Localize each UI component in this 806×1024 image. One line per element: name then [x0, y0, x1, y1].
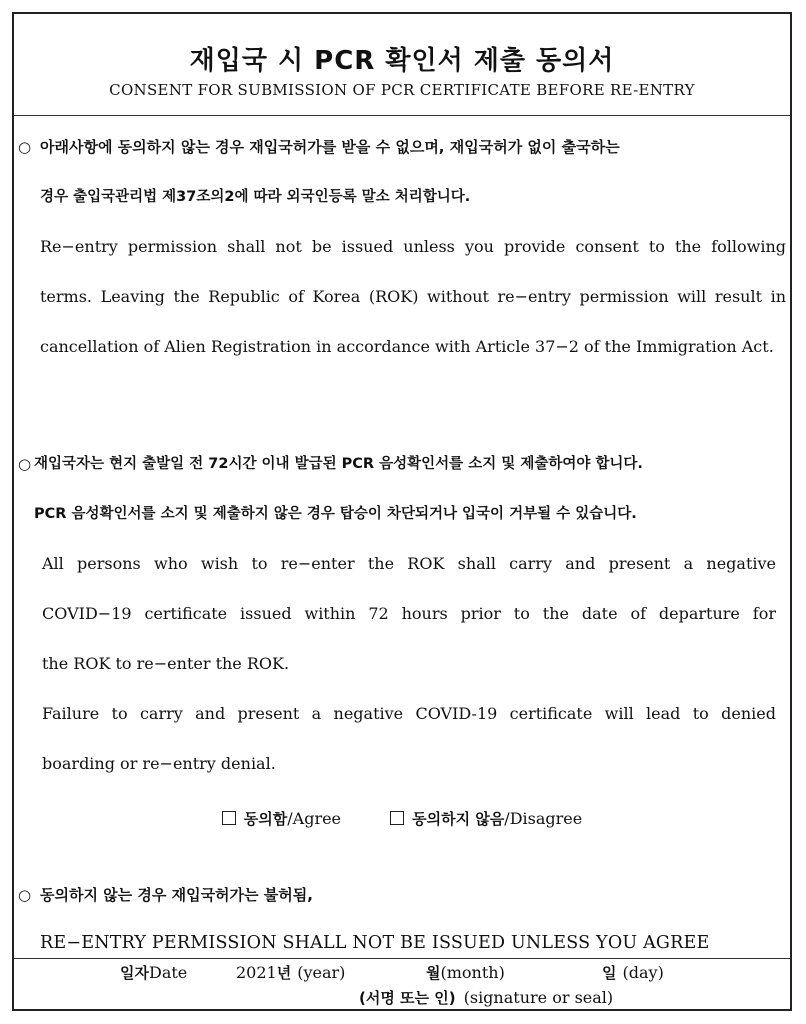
consent-form [12, 12, 792, 1011]
checkbox-icon[interactable] [390, 811, 404, 825]
section1-ko-line2: 경우 출입국관리법 제37조의2에 따라 외국인등록 말소 처리합니다. [40, 189, 471, 205]
section2-en-line1: All persons who wish to re−enter the ROK shall carry and present a negative [42, 554, 776, 573]
date-row [14, 960, 790, 986]
month-label-en: (month) [440, 963, 505, 982]
signature-label [359, 986, 613, 1010]
section-reentry-permission [14, 132, 790, 382]
bullet-circle-icon: ○ [18, 138, 32, 156]
disagree-option[interactable] [390, 804, 582, 834]
form-subtitle: CONSENT FOR SUBMISSION OF PCR CERTIFICATE BEFORE RE-ENTRY [109, 81, 695, 99]
date-label-ko: 일자 [120, 964, 149, 982]
signature-label-en: (signature or seal) [463, 988, 614, 1007]
section-pcr-certificate [14, 449, 790, 799]
year-label-ko: 년 [276, 964, 292, 982]
day-label-ko: 일 [602, 964, 617, 982]
section2-en-line4: Failure to carry and present a negative COVID-19 certificate will lead to denied [42, 704, 776, 723]
disagree-label-en: /Disagree [504, 809, 583, 828]
section-refusal-notice [14, 880, 790, 958]
section1-ko-line1 [14, 132, 790, 182]
date-label-en: Date [148, 963, 188, 982]
month-label-ko: 월 [426, 964, 441, 982]
section1-ko-text1: 아래사항에 동의하지 않는 경우 재입국허가를 받을 수 없으며, 재입국허가 없이 출국하는 [40, 138, 620, 156]
day-field[interactable] [602, 960, 664, 986]
section1-en-line1: Re−entry permission shall not be issued unless you provide consent to the following [40, 237, 786, 256]
section1-en-line3: cancellation of Alien Registration in accordance with Article 37−2 of the Immigration Act. [40, 337, 774, 356]
year-field[interactable] [236, 960, 345, 986]
section3-ko-line [14, 880, 790, 928]
consent-choices [14, 804, 790, 834]
checkbox-icon[interactable] [222, 811, 236, 825]
signature-label-ko: (서명 또는 인) [359, 989, 456, 1007]
date-label [120, 960, 187, 986]
year-label-en: (year) [297, 963, 346, 982]
footer-divider [14, 958, 790, 959]
section2-en-line2: COVID−19 certificate issued within 72 hours prior to the date of departure for [42, 604, 776, 623]
month-field[interactable] [426, 960, 505, 986]
form-title: 재입국 시 PCR 확인서 제출 동의서 [189, 46, 615, 76]
section3-ko-text: 동의하지 않는 경우 재입국허가는 불허됨, [40, 886, 313, 904]
signature-row[interactable] [14, 986, 790, 1010]
section2-en-line5: boarding or re−entry denial. [42, 754, 276, 773]
section2-ko-line2: PCR 음성확인서를 소지 및 제출하지 않은 경우 탑승이 차단되거나 입국이 거부될 수 있습니다. [34, 506, 637, 522]
section2-en-line3: the ROK to re−enter the ROK. [42, 654, 290, 673]
agree-label-en: /Agree [287, 809, 342, 828]
section1-en-line2: terms. Leaving the Republic of Korea (ROK) without re−entry permission will result in [40, 287, 786, 306]
section2-ko-text1: 재입국자는 현지 출발일 전 72시간 이내 발급된 PCR 음성확인서를 소지 및 제출하여야 합니다. [34, 456, 643, 472]
section2-ko-line1 [14, 449, 790, 499]
form-header [14, 14, 790, 116]
day-label-en: (day) [622, 963, 664, 982]
agree-label-ko: 동의함 [243, 810, 288, 828]
bullet-circle-icon: ○ [18, 455, 32, 473]
bullet-circle-icon: ○ [18, 886, 32, 904]
disagree-label-ko: 동의하지 않음 [412, 810, 505, 828]
year-value: 2021 [236, 963, 277, 982]
section3-en-line: RE−ENTRY PERMISSION SHALL NOT BE ISSUED UNLESS YOU AGREE [40, 933, 710, 953]
agree-option[interactable] [222, 804, 341, 834]
